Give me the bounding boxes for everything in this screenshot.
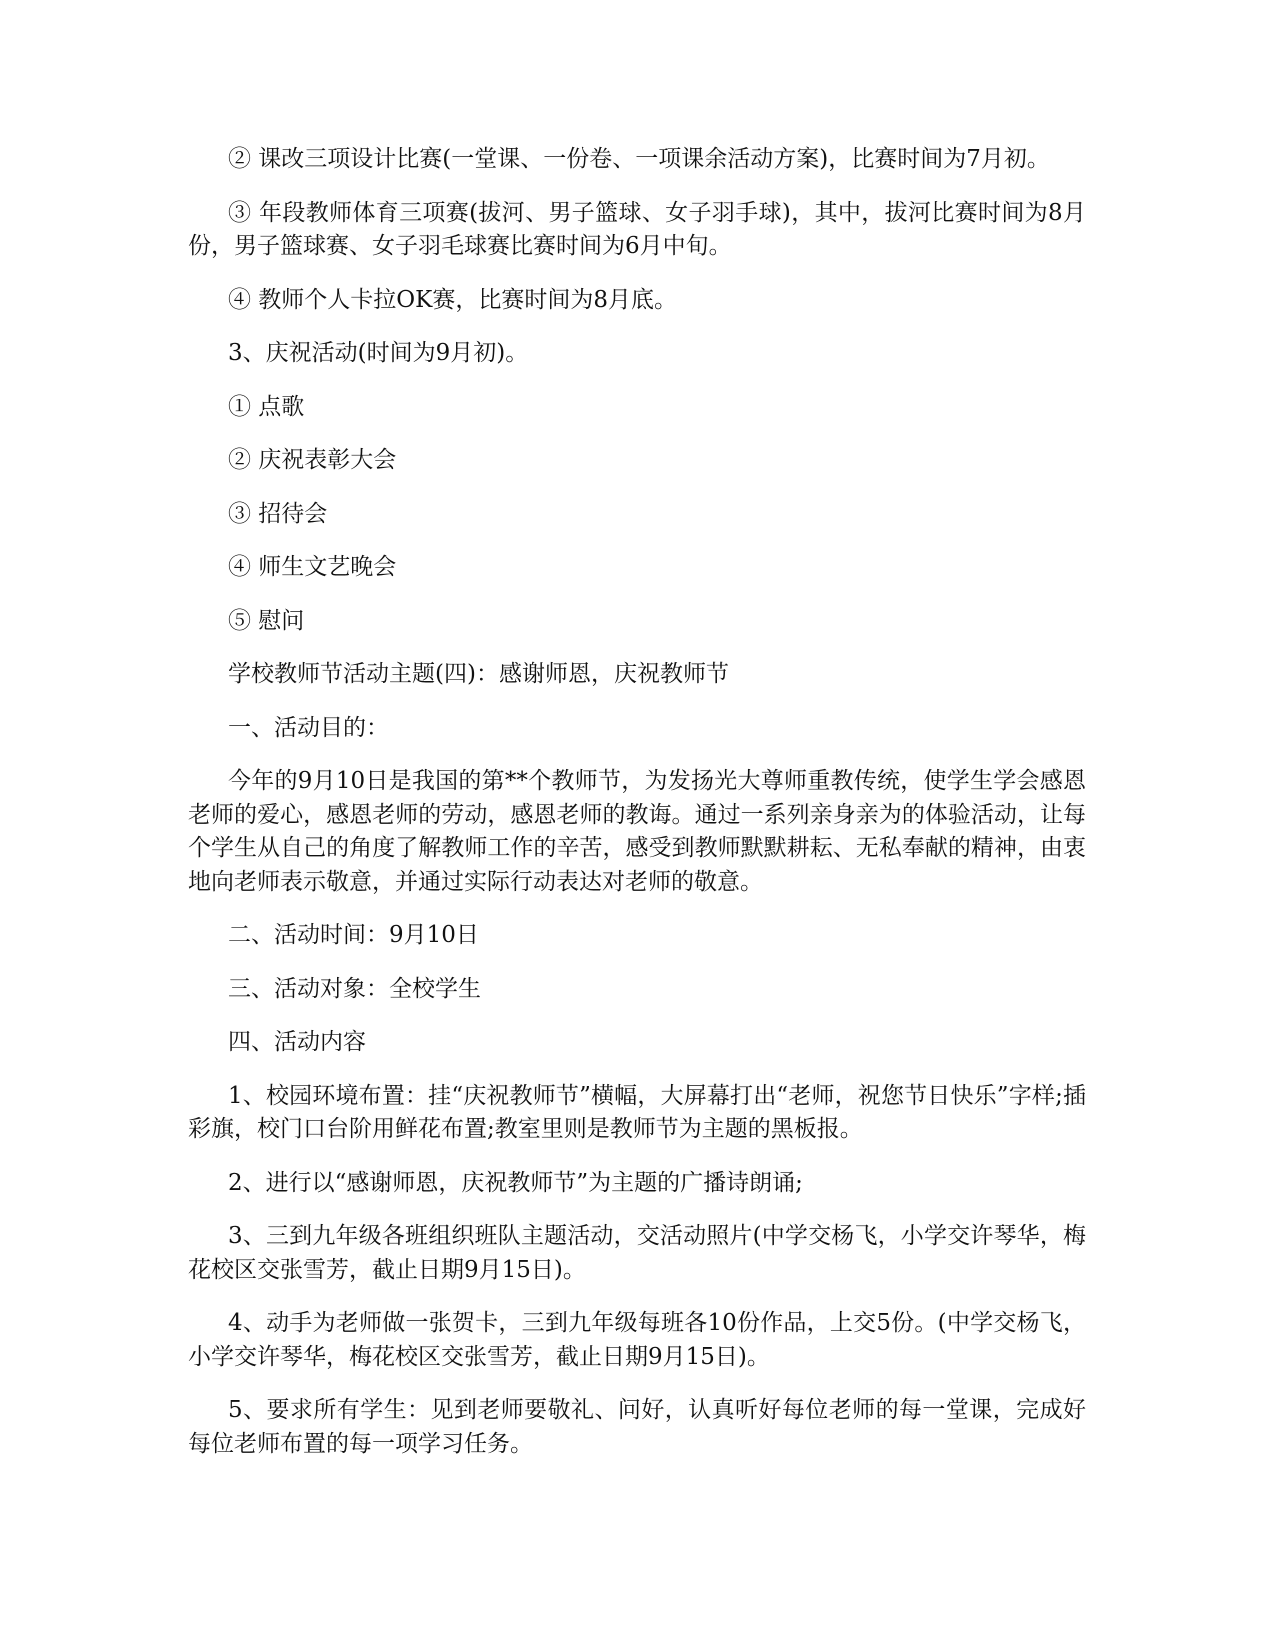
paragraph-content-item-5: 5、要求所有学生：见到老师要敬礼、问好，认真听好每位老师的每一堂课，完成好每位老师布置的每一项学习任务。 bbox=[188, 1397, 1086, 1457]
paragraph-celebration-item-2: ② 庆祝表彰大会 bbox=[228, 447, 397, 473]
section-heading-content: 四、活动内容 bbox=[228, 1029, 366, 1055]
paragraph-celebration-item-5: ⑤ 慰问 bbox=[228, 607, 305, 634]
section-heading-audience: 三、活动对象：全校学生 bbox=[228, 975, 481, 1002]
paragraph-celebration-item-3: ③ 招待会 bbox=[228, 500, 328, 527]
paragraph-content-item-2: 2、进行以“感谢师恩，庆祝教师节”为主题的广播诗朗诵; bbox=[228, 1169, 803, 1196]
paragraph-item-2-design-contest: ② 课改三项设计比赛(一堂课、一份卷、一项课余活动方案)，比赛时间为7月初。 bbox=[228, 146, 1050, 172]
paragraph-purpose-body: 今年的9月10日是我国的第**个教师节，为发扬光大尊师重教传统，使学生学会感恩老师的爱心，感恩老师的劳动，感恩老师的教诲。通过一系列亲身亲为的体验活动，让每个学生从自己的角度了解教师工作的辛苦，感受到教师默默耕耘、无私奉献的精神，由衷地向老师表示敬意，并通过实际行动表达对老师的敬意。 bbox=[188, 768, 1086, 895]
paragraph-content-item-4: 4、动手为老师做一张贺卡，三到九年级每班各10份作品，上交5份。(中学交杨飞，小学交许琴华，梅花校区交张雪芳，截止日期9月15日)。 bbox=[188, 1310, 1086, 1370]
document-body bbox=[188, 143, 1086, 1481]
paragraph-celebration-heading: 3、庆祝活动(时间为9月初)。 bbox=[228, 340, 529, 366]
paragraph-item-4-karaoke-contest: ④ 教师个人卡拉OK赛，比赛时间为8月底。 bbox=[228, 286, 677, 313]
paragraph-celebration-item-1: ① 点歌 bbox=[228, 393, 305, 420]
paragraph-content-item-1: 1、校园环境布置：挂“庆祝教师节”横幅，大屏幕打出“老师，祝您节日快乐”字样;插彩旗，校门口台阶用鲜花布置;教室里则是教师节为主题的黑板报。 bbox=[188, 1082, 1086, 1142]
section-title-theme-four: 学校教师节活动主题(四)：感谢师恩，庆祝教师节 bbox=[228, 661, 729, 687]
paragraph-celebration-item-4: ④ 师生文艺晚会 bbox=[228, 554, 397, 580]
paragraph-content-item-3: 3、三到九年级各班组织班队主题活动，交活动照片(中学交杨飞，小学交许琴华，梅花校区交张雪芳，截止日期9月15日)。 bbox=[188, 1223, 1086, 1283]
section-heading-time: 二、活动时间：9月10日 bbox=[228, 922, 479, 948]
paragraph-item-3-sports-contest: ③ 年段教师体育三项赛(拔河、男子篮球、女子羽手球)，其中，拔河比赛时间为8月份，男子篮球赛、女子羽毛球赛比赛时间为6月中旬。 bbox=[188, 199, 1086, 259]
section-heading-purpose: 一、活动目的： bbox=[228, 714, 389, 741]
